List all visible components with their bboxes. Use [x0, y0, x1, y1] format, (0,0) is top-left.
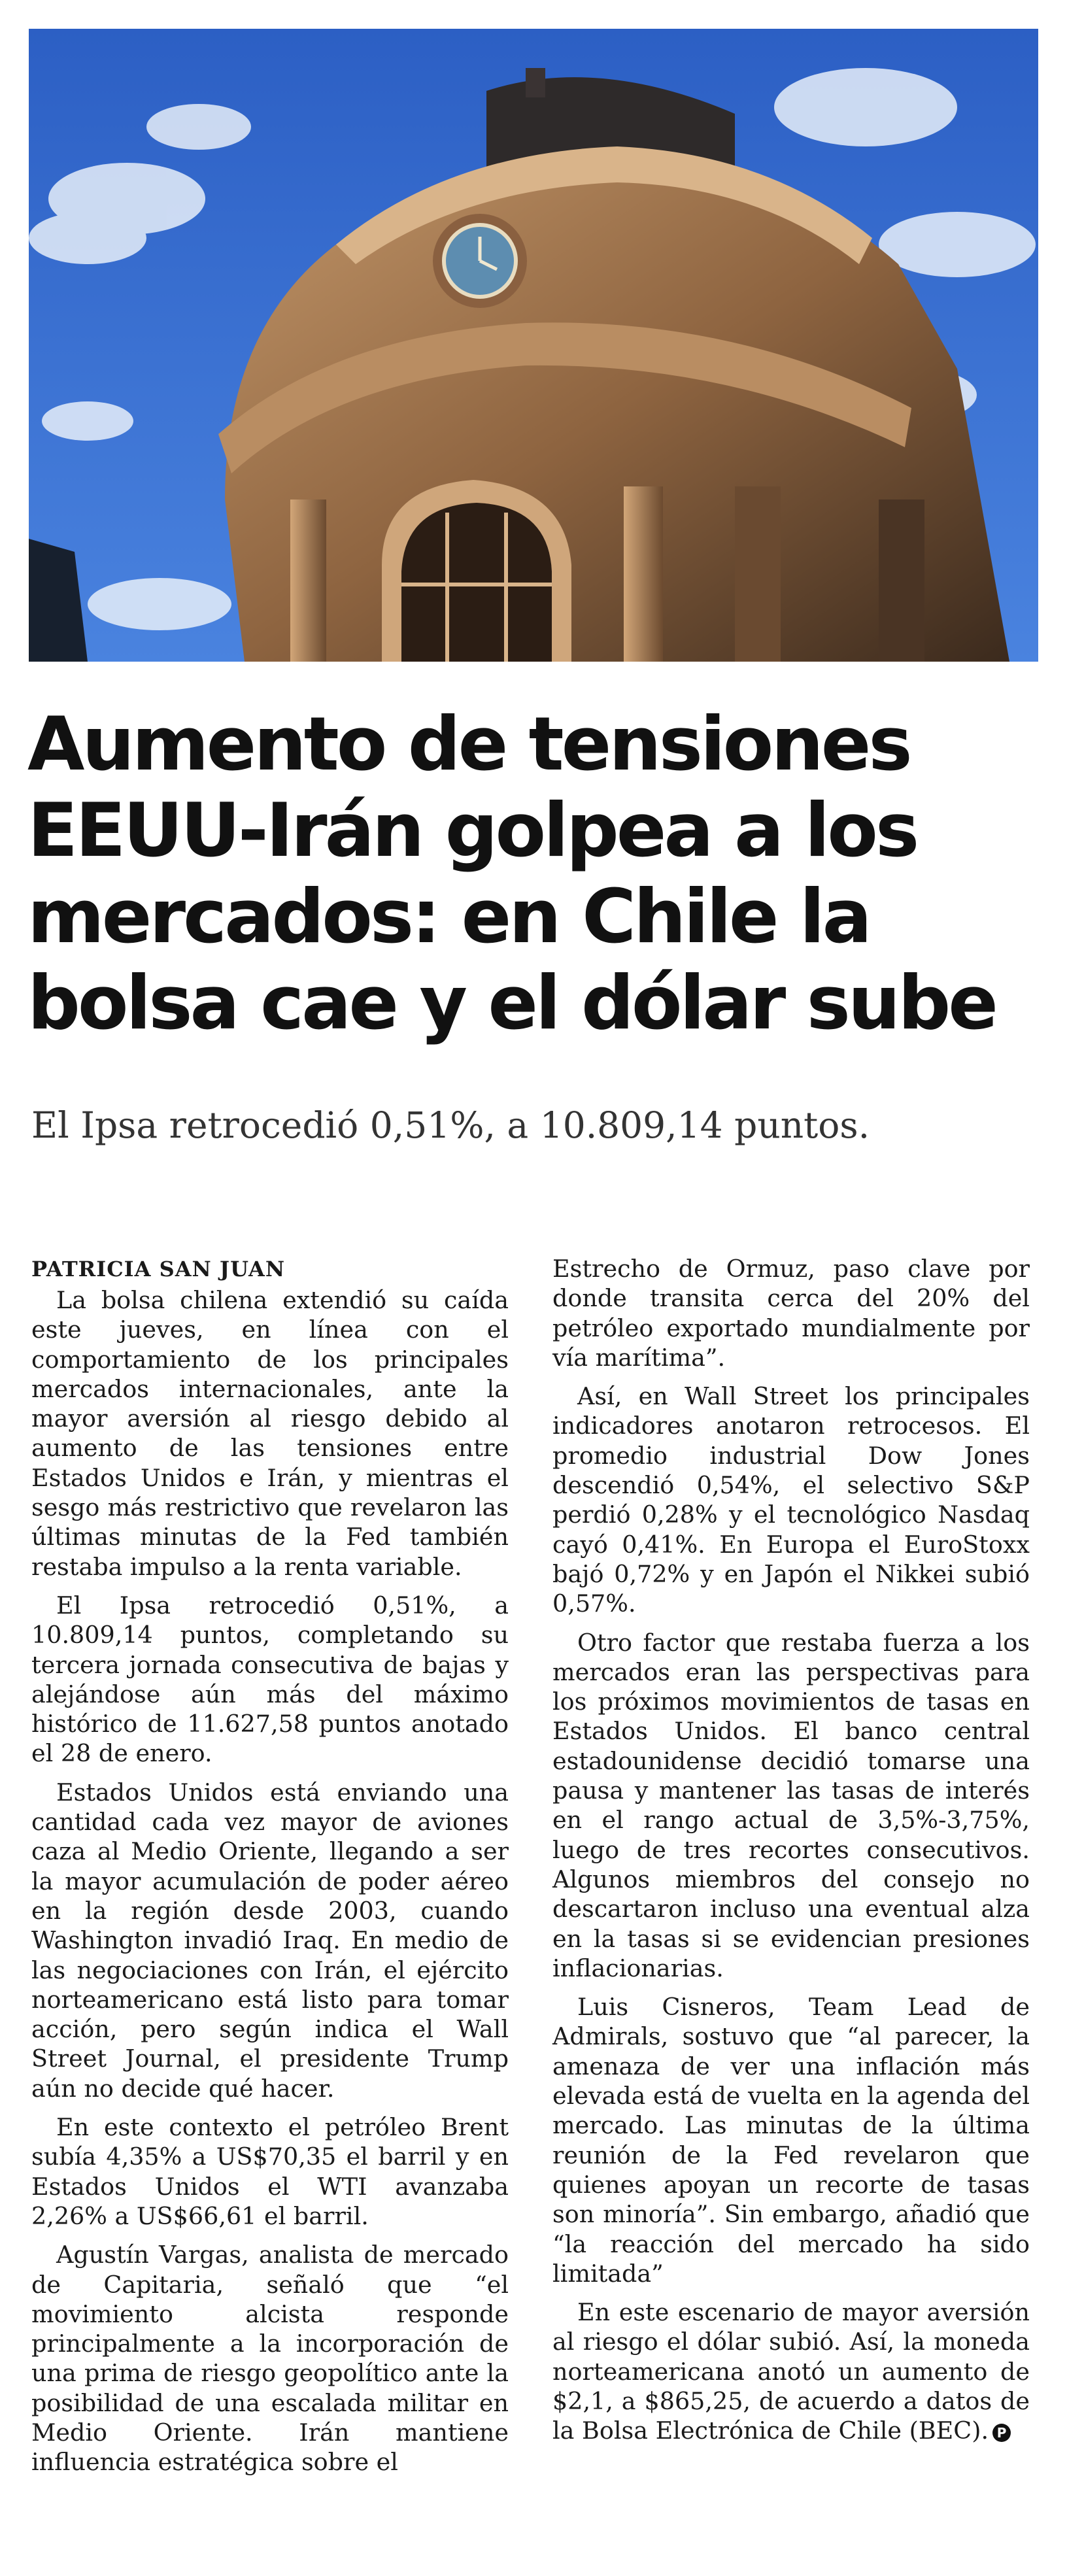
end-mark-icon: P — [992, 2424, 1011, 2442]
headline-line: EEUU-Irán golpea a los — [27, 787, 917, 873]
article-deck: El Ipsa retrocedió 0,51%, a 10.809,14 puntos. — [31, 1104, 870, 1146]
body-paragraph: Estrecho de Ormuz, paso clave por donde transita cerca del 20% del petróleo exportado mundialmente por vía marítima”. — [552, 1255, 1030, 1372]
body-paragraph: Así, en Wall Street los principales indicadores anotaron retrocesos. El promedio industrial Dow Jones descendió 0,54%, el selectivo S&P perdió 0,28% y el tecnológico Nasdaq cayó 0,41%. En Europa el EuroStoxx bajó 0,72% y en Japón el Nikkei subió 0,57%. — [552, 1382, 1030, 1618]
body-paragraph: La bolsa chilena extendió su caída este jueves, en línea con el comportamiento de los principales mercados internacionales, ante la mayor aversión al riesgo debido al aumento de las tensiones entre Estados Unidos e Irán, y mientras el sesgo más restrictivo que revelaron las últimas minutas de la Fed también restaba impulso a la renta variable. — [31, 1286, 509, 1581]
article-photo — [29, 29, 1038, 662]
headline-line: Aumento de tensiones — [27, 701, 910, 787]
author-byline: PATRICIA SAN JUAN — [31, 1257, 286, 1281]
article-headline — [27, 701, 1047, 1046]
body-paragraph: En este contexto el petróleo Brent subía 4,35% a US$70,35 el barril y en Estados Unidos el WTI avanzaba 2,26% a US$66,61 el barril. — [31, 2113, 509, 2230]
article-column-right — [552, 1254, 1030, 2455]
body-paragraph: Estados Unidos está enviando una cantidad cada vez mayor de aviones caza al Medio Oriente, llegando a ser la mayor acumulación de poder aéreo en la región desde 2003, cuando Washington invadió Iraq. En medio de las negociaciones con Irán, el ejército norteamericano está listo para tomar acción, pero según indica el Wall Street Journal, el presidente Trump aún no decide qué hacer. — [31, 1778, 509, 2103]
last-paragraph — [552, 2297, 1030, 2445]
body-paragraph: Otro factor que restaba fuerza a los mercados eran las perspectivas para los próximos movimientos de tasas en Estados Unidos. El banco central estadounidense decidió tomarse una pausa y mantener las tasas de interés en el rango actual de 3,5%-3,75%, luego de tres recortes consecutivos. Algunos miembros del consejo no descartaron incluso una eventual alza en la tasas si se evidencian presiones inflacionarias. — [552, 1628, 1030, 1982]
body-paragraph: El Ipsa retrocedió 0,51%, a 10.809,14 puntos, completando su tercera jornada consecutiva de bajas y alejándose aún más del máximo histórico de 11.627,58 puntos anotado el 28 de enero. — [31, 1591, 509, 1768]
body-paragraph-text: En este escenario de mayor aversión al riesgo el dólar subió. Así, la moneda norteamericana anotó un aumento de $2,1, a $865,25, de acuerdo a datos de la Bolsa Electrónica de Chile (BEC). — [552, 2298, 1030, 2445]
article-column-left — [31, 1254, 509, 2486]
headline-line: bolsa cae y el dólar sube — [27, 960, 996, 1046]
headline-line: mercados: en Chile la — [27, 873, 870, 960]
building-illustration — [29, 29, 1038, 662]
body-paragraph: Agustín Vargas, analista de mercado de Capitaria, señaló que “el movimiento alcista responde principalmente a la incorporación de una prima de riesgo geopolítico ante la posibilidad de una escalada militar en Medio Oriente. Irán mantiene influencia estratégica sobre el — [31, 2241, 509, 2477]
body-paragraph: Luis Cisneros, Team Lead de Admirals, sostuvo que “al parecer, la amenaza de ver una inflación más elevada está de vuelta en la agenda del mercado. Las minutas de la última reunión de la Fed revelaron que quienes apoyan un recorte de tasas son minoría”. Sin embargo, añadió que “la reacción del mercado ha sido limitada” — [552, 1993, 1030, 2288]
